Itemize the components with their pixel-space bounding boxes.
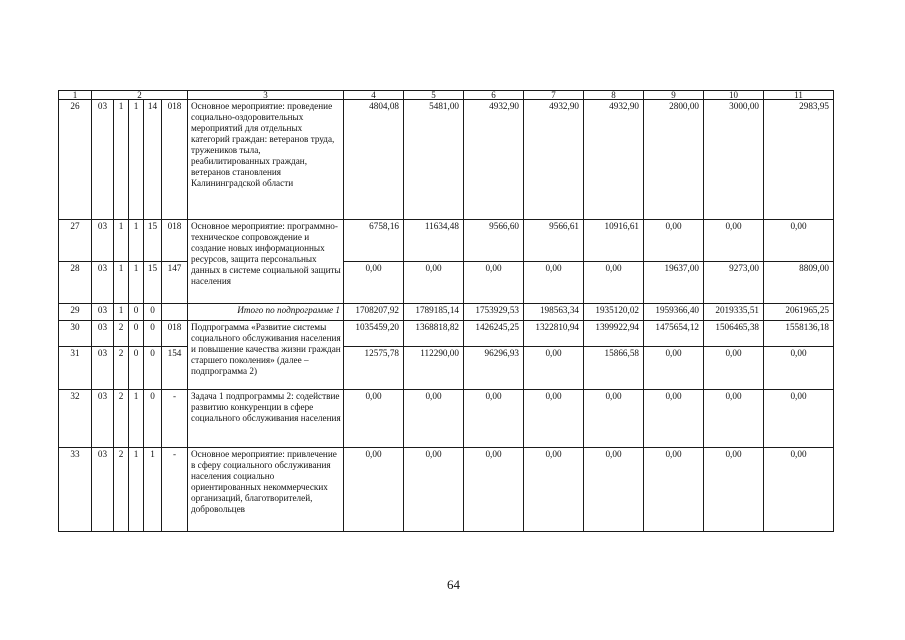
code-cell: 1 — [114, 262, 129, 304]
code-cell: 1 — [129, 390, 144, 448]
value-cell: 15866,58 — [584, 347, 644, 390]
code-cell: 1 — [129, 100, 144, 220]
value-cell: 0,00 — [644, 347, 704, 390]
code-cell: 1 — [129, 262, 144, 304]
header-cell: 5 — [404, 91, 464, 100]
description-cell: Основное мероприятие: привлечение в сферу социального обслуживания населения социально ориентированных некоммерческих организаций, благотворителей, добровольцев — [188, 448, 344, 532]
value-cell: 1399922,94 — [584, 321, 644, 347]
value-cell: 1506465,38 — [704, 321, 764, 347]
code-cell: 0 — [129, 304, 144, 321]
row-number: 28 — [59, 262, 92, 304]
header-cell: 1 — [59, 91, 92, 100]
value-cell: 0,00 — [764, 390, 834, 448]
value-cell: 8809,00 — [764, 262, 834, 304]
value-cell: 2061965,25 — [764, 304, 834, 321]
value-cell: 0,00 — [344, 262, 404, 304]
code-cell: 03 — [92, 321, 114, 347]
value-cell: 2800,00 — [644, 100, 704, 220]
value-cell: 1426245,25 — [464, 321, 524, 347]
value-cell: 0,00 — [464, 262, 524, 304]
value-cell: 0,00 — [404, 262, 464, 304]
value-cell: 0,00 — [524, 347, 584, 390]
description-cell: Основное мероприятие: проведение социально-оздоровительных мероприятий для отдельных категорий граждан: ветеранов труда, тружеников тыла, реабилитированных граждан, ветеранов становления Калининградской области — [188, 100, 344, 220]
value-cell: 11634,48 — [404, 220, 464, 262]
row-number: 30 — [59, 321, 92, 347]
table-row — [59, 448, 834, 532]
header-cell: 11 — [764, 91, 834, 100]
code-cell: 018 — [162, 100, 188, 220]
header-cell: 4 — [344, 91, 404, 100]
value-cell: 0,00 — [344, 390, 404, 448]
value-cell: 112290,00 — [404, 347, 464, 390]
value-cell: 4932,90 — [584, 100, 644, 220]
value-cell: 9566,61 — [524, 220, 584, 262]
value-cell: 1708207,92 — [344, 304, 404, 321]
value-cell: 0,00 — [464, 390, 524, 448]
code-cell: - — [162, 448, 188, 532]
code-cell: 0 — [144, 390, 162, 448]
value-cell: 0,00 — [584, 448, 644, 532]
value-cell: 1753929,53 — [464, 304, 524, 321]
value-cell: 0,00 — [704, 347, 764, 390]
value-cell: 12575,78 — [344, 347, 404, 390]
value-cell: 10916,61 — [584, 220, 644, 262]
code-cell: 2 — [114, 448, 129, 532]
value-cell: 5481,00 — [404, 100, 464, 220]
header-cell: 3 — [188, 91, 344, 100]
value-cell: 6758,16 — [344, 220, 404, 262]
code-cell: 03 — [92, 448, 114, 532]
header-cell: 2 — [92, 91, 188, 100]
row-number: 33 — [59, 448, 92, 532]
code-cell: 2 — [114, 390, 129, 448]
code-cell: 1 — [129, 220, 144, 262]
code-cell: 154 — [162, 347, 188, 390]
code-cell: 1 — [114, 220, 129, 262]
code-cell: 15 — [144, 262, 162, 304]
value-cell: 0,00 — [404, 390, 464, 448]
code-cell: 018 — [162, 220, 188, 262]
header-cell: 6 — [464, 91, 524, 100]
value-cell: 96296,93 — [464, 347, 524, 390]
table-row — [59, 220, 834, 262]
description-cell: Подпрограмма «Развитие системы социального обслуживания населения и повышение качества жизни граждан старшего поколения» (далее – подпрограмма 2) — [188, 321, 344, 390]
header-cell: 10 — [704, 91, 764, 100]
code-cell: 018 — [162, 321, 188, 347]
value-cell: 0,00 — [404, 448, 464, 532]
value-cell: 3000,00 — [704, 100, 764, 220]
value-cell: 19637,00 — [644, 262, 704, 304]
value-cell: 0,00 — [524, 390, 584, 448]
code-cell: 2 — [114, 347, 129, 390]
value-cell: 0,00 — [644, 220, 704, 262]
value-cell: 0,00 — [524, 448, 584, 532]
value-cell: 4804,08 — [344, 100, 404, 220]
header-cell: 7 — [524, 91, 584, 100]
table-row — [59, 347, 834, 390]
code-cell: 03 — [92, 220, 114, 262]
value-cell: 0,00 — [704, 448, 764, 532]
value-cell: 1789185,14 — [404, 304, 464, 321]
value-cell: 0,00 — [344, 448, 404, 532]
code-cell: 03 — [92, 347, 114, 390]
value-cell: 1368818,82 — [404, 321, 464, 347]
value-cell: 1035459,20 — [344, 321, 404, 347]
description-cell: Основное мероприятие: программно-техническое сопровождение и создание новых информационных ресурсов, защита персональных данных в системе социальной защиты населения — [188, 220, 344, 304]
header-cell: 8 — [584, 91, 644, 100]
value-cell: 0,00 — [584, 262, 644, 304]
value-cell: 0,00 — [644, 448, 704, 532]
code-cell — [162, 304, 188, 321]
value-cell: 1322810,94 — [524, 321, 584, 347]
value-cell: 0,00 — [764, 347, 834, 390]
value-cell: 9566,60 — [464, 220, 524, 262]
code-cell: - — [162, 390, 188, 448]
table-row — [59, 100, 834, 220]
code-cell: 1 — [114, 304, 129, 321]
value-cell: 0,00 — [704, 390, 764, 448]
row-number: 31 — [59, 347, 92, 390]
row-number: 27 — [59, 220, 92, 262]
subtotal-label: Итого по подпрограмме 1 — [188, 304, 344, 321]
value-cell: 0,00 — [764, 448, 834, 532]
value-cell: 0,00 — [524, 262, 584, 304]
budget-table — [58, 90, 834, 532]
code-cell: 14 — [144, 100, 162, 220]
header-cell: 9 — [644, 91, 704, 100]
code-cell: 0 — [144, 347, 162, 390]
value-cell: 198563,34 — [524, 304, 584, 321]
value-cell: 0,00 — [464, 448, 524, 532]
row-number: 32 — [59, 390, 92, 448]
code-cell: 03 — [92, 262, 114, 304]
value-cell: 0,00 — [764, 220, 834, 262]
table-row — [59, 304, 834, 321]
code-cell: 0 — [129, 347, 144, 390]
description-cell: Задача 1 подпрограммы 2: содействие развитию конкуренции в сфере социального обслуживания населения — [188, 390, 344, 448]
value-cell: 2019335,51 — [704, 304, 764, 321]
table-row — [59, 262, 834, 304]
code-cell: 1 — [129, 448, 144, 532]
value-cell: 2983,95 — [764, 100, 834, 220]
code-cell: 147 — [162, 262, 188, 304]
code-cell: 1 — [114, 100, 129, 220]
value-cell: 4932,90 — [464, 100, 524, 220]
header-row — [59, 91, 834, 100]
value-cell: 1558136,18 — [764, 321, 834, 347]
value-cell: 0,00 — [704, 220, 764, 262]
value-cell: 1475654,12 — [644, 321, 704, 347]
value-cell: 1935120,02 — [584, 304, 644, 321]
table-row — [59, 390, 834, 448]
code-cell: 0 — [144, 321, 162, 347]
code-cell: 03 — [92, 390, 114, 448]
code-cell: 03 — [92, 100, 114, 220]
row-number: 26 — [59, 100, 92, 220]
code-cell: 03 — [92, 304, 114, 321]
page-number: 64 — [447, 577, 460, 592]
value-cell: 0,00 — [584, 390, 644, 448]
code-cell: 1 — [144, 448, 162, 532]
value-cell: 0,00 — [644, 390, 704, 448]
row-number: 29 — [59, 304, 92, 321]
code-cell: 15 — [144, 220, 162, 262]
value-cell: 4932,90 — [524, 100, 584, 220]
code-cell: 0 — [144, 304, 162, 321]
value-cell: 9273,00 — [704, 262, 764, 304]
value-cell: 1959366,40 — [644, 304, 704, 321]
code-cell: 0 — [129, 321, 144, 347]
code-cell: 2 — [114, 321, 129, 347]
table-row — [59, 321, 834, 347]
